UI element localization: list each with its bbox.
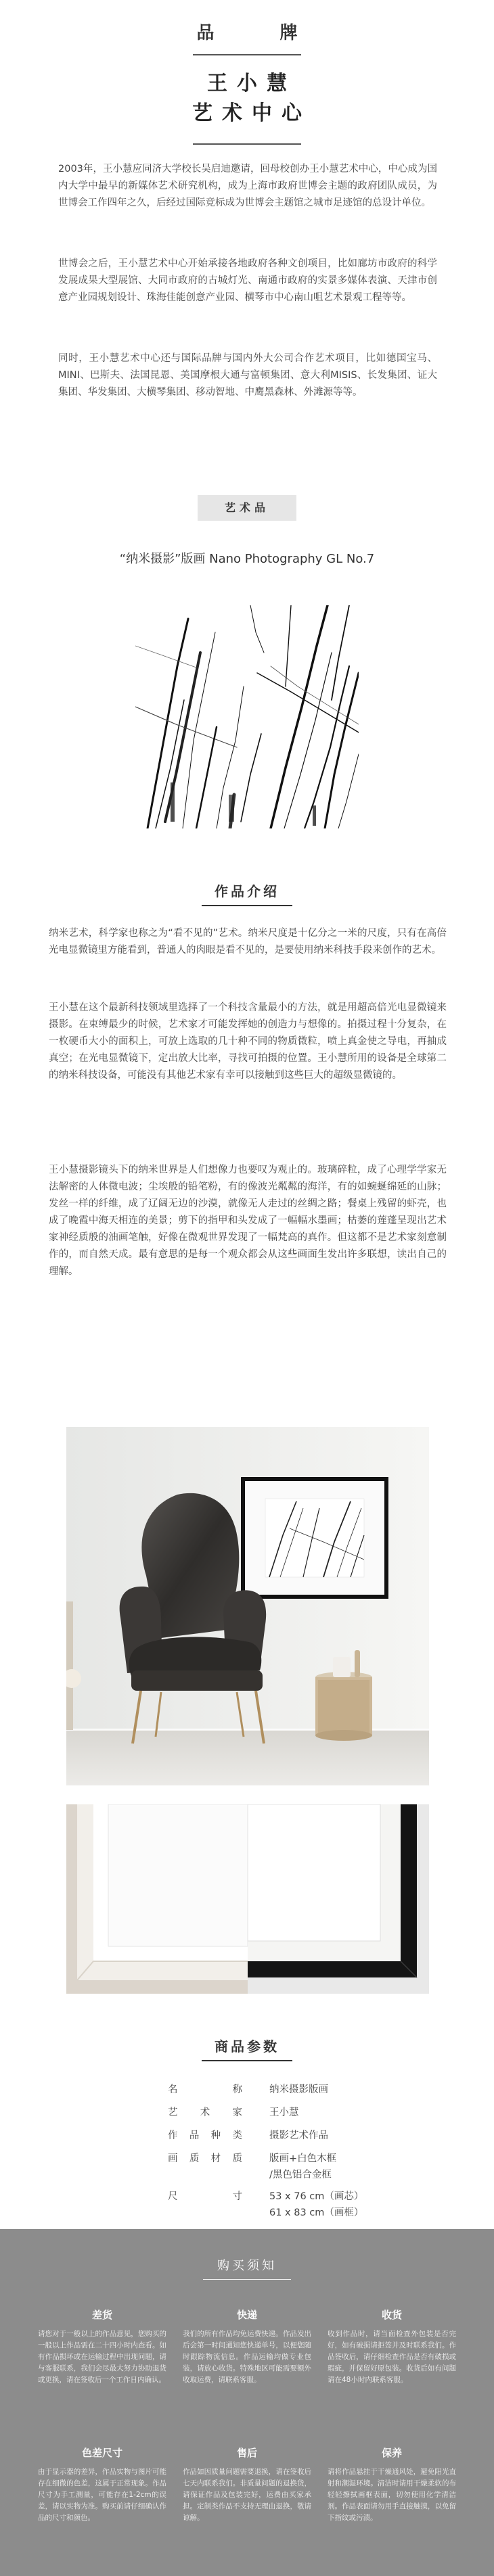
notice-heading: 快递 [236, 2309, 257, 2321]
notice-title: 购买须知 [217, 2259, 277, 2273]
notice-column [183, 2445, 311, 2524]
intro-title-underline [202, 905, 292, 906]
params-value: 王小慧 [269, 2107, 299, 2118]
brand-name-line2: 艺术中心 [192, 101, 311, 125]
notice-column [38, 2308, 166, 2386]
notice-heading: 收货 [381, 2309, 402, 2321]
params-key: 艺术家 [168, 2107, 242, 2118]
room-scene-image [66, 1427, 429, 1785]
params-value: 53 x 76 cm（画芯） 61 x 83 cm（画框） [269, 2191, 364, 2218]
notice-body: 请您对于一般以上的作品意见，您购买的一般以上作品需在二十四小时内查看。如有作品损坏或在运输过程中出现问题，请与客服联系，我们会尽最大努力协助退货或更换，请在签收后一个工作日内确认。 [38, 2330, 166, 2384]
brand-name-line1: 王小慧 [207, 72, 296, 95]
artwork-section-label: 艺术品 [198, 495, 296, 521]
notice-heading: 保养 [381, 2447, 402, 2459]
notice-body: 作品如因质量问题需要退换，请在签收后七天内联系我们。非质量问题的退换货，请保证作品及包装完好，运费由买家承担。定制类作品不支持无理由退换，敬请谅解。 [183, 2468, 311, 2522]
params-key: 作品种类 [168, 2130, 242, 2141]
params-title: 商品参数 [215, 2038, 279, 2055]
about-paragraph-1: 2003年，王小慧应同济大学校长吴启迪邀请，回母校创办王小慧艺术中心，中心成为国内大学中最早的新媒体艺术研究机构，成为上海市政府世博会主题的政府团队成员，为世博会工作四年之久，后经过国际竞标成为世博会主题馆之城市足迹馆的总设计单位。 [58, 164, 437, 208]
params-value: 纳米摄影版画 [269, 2084, 328, 2095]
notice-body: 我们的所有作品均免运费快递。作品发出后会第一时间通知您快递单号，以便您随时跟踪物流信息。作品运输均做专业包装，请放心收货。特殊地区可能需要额外收取运费，请联系客服。 [183, 2330, 311, 2384]
params-title-underline [202, 2060, 292, 2061]
notice-column [183, 2308, 311, 2386]
notice-column [38, 2445, 166, 2524]
about-paragraph-2: 世博会之后，王小慧艺术中心开始承接各地政府各种文创项目，比如廊坊市政府的科学发展成果大型展馆、大同市政府的古城灯光、南通市政府的实景多媒体表演、天津市创意产业园规划设计、珠海佳能创意产业园、横琴市中心南山咀艺术景观工程等等。 [58, 258, 437, 303]
notice-heading: 色差尺寸 [81, 2447, 122, 2459]
intro-paragraph-2: 王小慧在这个最新科技领域里选择了一个科技含量最小的方法，就是用超高倍光电显微镜来摄影。在束缚最少的时候，艺术家才可能发挥她的创造力与想像的。拍摄过程十分复杂，在一枚硬币大小的面积上，可放上选取的几十种不同的物质微粒，喷上真金使之导电，再抽成真空；在光电显微镜下，定出放大比率，寻找可拍摄的位置。王小慧所用的设备是全球第二的纳米科技设备，可能没有其他艺术家有幸可以接触到这些巨大的超级显微镜的。 [49, 1002, 447, 1081]
notice-body: 收到作品时，请当面检查外包装是否完好，如有破损请拒签并及时联系我们。作品签收后，请仔细检查作品是否有破损或瑕疵，并保留好原包装。收货后如有问题请在48小时内联系客服。 [328, 2330, 456, 2384]
notice-title-rule [203, 2279, 291, 2280]
notice-body: 请将作品悬挂于干燥通风处，避免阳光直射和潮湿环境。清洁时请用干燥柔软的布轻轻擦拭画框表面，切勿使用化学清洁剂。作品表面请勿用手直接触摸，以免留下指纹或污渍。 [328, 2468, 456, 2522]
intro-title: 作品介绍 [215, 883, 279, 899]
params-key: 名称 [168, 2084, 242, 2095]
intro-paragraph-3: 王小慧摄影镜头下的纳米世界是人们想像力也要叹为观止的。玻璃碎粒，成了心理学学家无法解密的人体微电波；尘埃般的铅笔粉，有的像波光粼粼的海洋，有的如蜿蜒绵延的山脉；发丝一样的纤维，成了辽阔无边的沙漠，就像无人走过的丝绸之路；餐桌上残留的虾壳，也成了晚霞中海天相连的美景；剪下的指甲和头发成了一幅幅水墨画；枯萎的莲蓬呈现出艺术家神经质般的油画笔触，好像在微观世界发现了一幅梵高的真作。但这都不是艺术家刻意制作的，而自然天成。最有意思的是每一个观众都会从这些画面生发出许多联想，读出自己的理解。 [49, 1165, 447, 1277]
notice-body: 由于显示器的差异，作品实物与图片可能存在细微的色差，这属于正常现象。作品尺寸为手工测量，可能存在1-2cm的误差，请以实物为准。购买前请仔细确认作品的尺寸和颜色。 [38, 2468, 166, 2522]
notice-heading: 差货 [91, 2309, 112, 2321]
about-paragraph-3: 同时，王小慧艺术中心还与国际品牌与国内外大公司合作艺术项目，比如德国宝马、MINI、巴斯夫、法国昆恩、美国摩根大通与富顿集团、意大利MISIS、长发集团、证大集团、华发集团、大横琴集团、移动智地、中鹰黑森林、外滩源等等。 [58, 353, 437, 398]
params-key: 尺寸 [168, 2191, 242, 2202]
frame-detail-white-image [66, 1804, 248, 1994]
frame-detail-black-image [248, 1804, 429, 1994]
brand-bottom-rule [193, 143, 301, 145]
intro-paragraph-1: 纳米艺术，科学家也称之为“看不见的”艺术。纳米尺度是十亿分之一米的尺度，只有在高倍光电显微镜里方能看到，普通人的肉眼是看不见的，是要使用纳米科技手段来创作的艺术。 [49, 928, 447, 956]
params-value: 版画+白色木框 /黑色铝合金框 [269, 2153, 337, 2180]
notice-column [328, 2308, 456, 2386]
brand-section-title: 品 牌 [196, 23, 328, 43]
brand-top-rule [193, 54, 301, 55]
notice-column [328, 2445, 456, 2524]
artwork-title: “纳米摄影”版画 Nano Photography GL No.7 [119, 552, 375, 566]
notice-heading: 售后 [236, 2447, 257, 2459]
params-value: 摄影艺术作品 [269, 2130, 328, 2141]
purchase-notice-section [0, 2229, 494, 2576]
params-key: 画质材质 [168, 2153, 242, 2164]
artwork-image [135, 605, 359, 828]
